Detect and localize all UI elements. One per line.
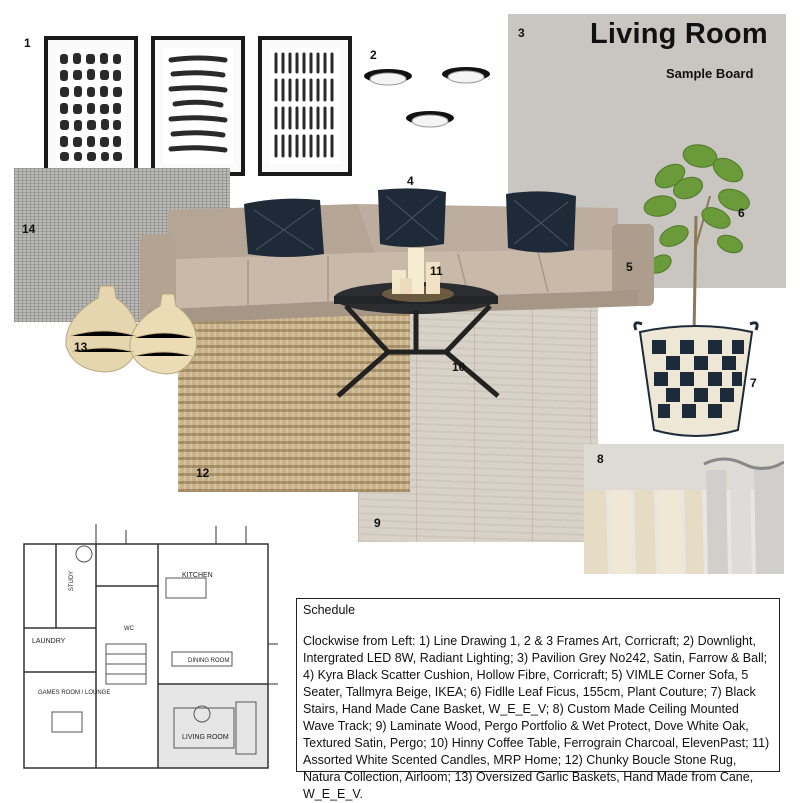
room-label-laundry: LAUNDRY: [32, 638, 66, 645]
item-number: 4: [407, 174, 414, 188]
curtain-folds-artwork: [584, 444, 784, 574]
item-number: 12: [196, 466, 210, 480]
room-label-living: LIVING ROOM: [182, 734, 229, 741]
candles-tray: [380, 240, 456, 304]
board-title: Living Room: [590, 18, 768, 50]
item-number: 3: [518, 26, 525, 40]
item-number: 7: [750, 376, 757, 390]
downlight-icon: [404, 106, 456, 132]
brush-dots-artwork: [56, 48, 126, 164]
art-frame-3: [258, 36, 352, 176]
room-label-study: STUDY: [69, 570, 76, 592]
item-number: 10: [452, 360, 466, 374]
room-label-kitchen: KITCHEN: [182, 572, 213, 579]
brush-strokes-artwork: [163, 48, 233, 164]
floor-plan-drawing: [16, 524, 286, 782]
downlight-icon: [440, 62, 492, 88]
room-label-games: GAMES ROOM / LOUNGE: [38, 690, 111, 696]
room-label-wc: WC: [124, 626, 134, 632]
floor-plan: [16, 524, 286, 782]
item-number: 5: [626, 260, 633, 274]
schedule-box: [296, 598, 780, 801]
vertical-strokes-artwork: [270, 48, 340, 164]
item-number: 8: [597, 452, 604, 466]
downlight-icon: [362, 64, 414, 90]
art-frame-1: [44, 36, 138, 176]
board-subtitle: Sample Board: [666, 66, 754, 81]
item-number: 1: [24, 36, 31, 50]
schedule-text: Clockwise from Left: 1) Line Drawing 1, 2 & 3 Frames Art, Corricraft; 2) Downlight, Intergrated LED 8W, Radiant Lighting; 3) Pavilion Grey No242, Satin, Farrow & Ball; 4) Kyra Black Scatter Cushion, Hollow Fibre, Corricraft; 5) VIMLE Corner Sofa, 5 Seater, Tallmyra Beige, IKEA; 6) Fidlle Leaf Ficus, 155cm, Plant Couture; 7) Black Stairs, Hand Made Cane Basket, W_E_E_V; 8) Custom Made Ceiling Mounted Wave Track; 9) Laminate Wood, Pergo Portfolio & Wet Protect, Dove White Oak, Textured Satin, Pergo; 10) Hinny Coffee Table, Ferrograin Charcoal, ElevenPast; 11) Assorted White Scented Candles, MRP Home; 12) Chunky Boucle Stone Rug, Natura Collection, Airloom; 13) Oversized Garlic Baskets, Hand Made from Cane, W_E_E_V.: [303, 634, 770, 801]
cane-basket: [632, 318, 760, 442]
item-number: 6: [738, 206, 745, 220]
wave-curtain-swatch: [584, 444, 784, 574]
garlic-baskets: [60, 276, 210, 376]
item-number: 2: [370, 48, 377, 62]
item-number: 9: [374, 516, 381, 530]
schedule-heading: Schedule: [303, 603, 356, 617]
item-number: 11: [430, 264, 443, 278]
room-label-dining: DINING ROOM: [188, 658, 230, 664]
item-number: 14: [22, 222, 36, 236]
art-frame-2: [151, 36, 245, 176]
item-number: 13: [74, 340, 88, 354]
